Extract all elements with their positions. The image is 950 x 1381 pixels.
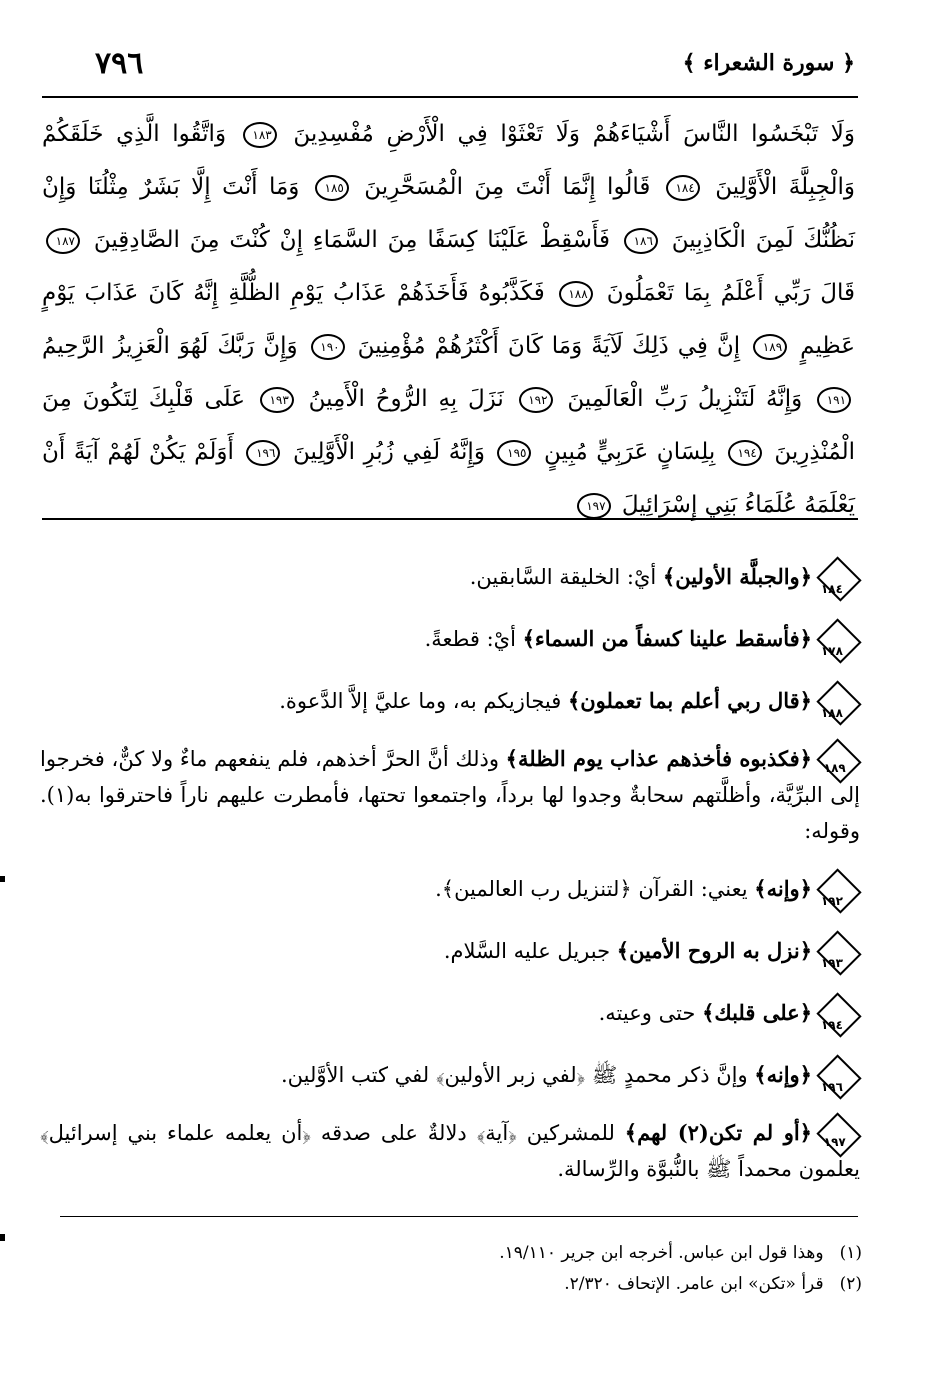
verse-number-marker: ١٩٥ bbox=[497, 440, 531, 466]
verse-number-badge bbox=[816, 930, 861, 975]
verse-text: وَلَا تَبْخَسُوا النَّاسَ أَشْيَاءَهُمْ وَلَا تَعْثَوْا فِي الْأَرْضِ مُفْسِدِينَ bbox=[293, 121, 856, 147]
explanation-text: حتى وعيته. bbox=[598, 1001, 703, 1025]
verse-text: فَأَسْقِطْ عَلَيْنَا كِسَفًا مِنَ السَّمَاءِ إِنْ كُنْتَ مِنَ الصَّادِقِينَ bbox=[93, 227, 611, 253]
verse-number-text: ١٧٨ bbox=[820, 643, 843, 658]
page-header bbox=[95, 38, 855, 88]
commentary-entry bbox=[40, 1053, 860, 1097]
verse-number-marker: ١٨٩ bbox=[753, 334, 787, 360]
verse-number-marker: ١٩١ bbox=[817, 387, 851, 413]
quran-separator-rule bbox=[42, 518, 858, 520]
verse-text: أَوَلَمْ يَكُنْ لَهُمْ آيَةً أَنْ يَعْلَمَهُ عُلَمَاءُ بَنِي إِسْرَائِيلَ bbox=[42, 439, 855, 518]
verse-number-badge bbox=[816, 992, 861, 1037]
scan-mark bbox=[0, 876, 5, 882]
verse-number-badge bbox=[816, 618, 861, 663]
explanation-text: فيجازيكم به، وما عليَّ إلاَّ الدَّعوة. bbox=[279, 689, 568, 713]
explanation-text: وإنَّ ذكر محمدٍ ﷺ ﴿لفي زبر الأولين﴾ لفي كتب الأوَّلين. bbox=[281, 1063, 755, 1087]
verse-number-marker: ١٨٤ bbox=[666, 175, 700, 201]
explanation-text: أيْ: الخليقة السَّابقين. bbox=[469, 565, 663, 589]
verse-number-badge bbox=[816, 868, 861, 913]
verse-number-marker: ١٩٠ bbox=[311, 334, 345, 360]
quoted-term: ﴿قال ربي أعلم بما تعملون﴾ bbox=[567, 688, 812, 713]
verse-number-marker: ١٨٥ bbox=[315, 175, 349, 201]
verse-text: عَلَى قَلْبِكَ لِتَكُونَ مِنَ الْمُنْذِرِينَ bbox=[42, 386, 856, 465]
verse-number-marker: ١٩٧ bbox=[577, 493, 611, 519]
quoted-term: ﴿أو لم تكن(٢) لهم﴾ bbox=[624, 1120, 812, 1145]
commentary-entry bbox=[40, 741, 860, 849]
verse-number-marker: ١٨٧ bbox=[46, 228, 80, 254]
commentary-block bbox=[40, 555, 860, 1205]
footnote-number: (١) bbox=[839, 1243, 862, 1263]
footnotes-block bbox=[60, 1238, 862, 1300]
footnote bbox=[60, 1269, 862, 1300]
verse-number-marker: ١٩٤ bbox=[728, 440, 762, 466]
commentary-entry bbox=[40, 679, 860, 723]
quran-text-block bbox=[42, 108, 855, 532]
quoted-term: ﴿وإنه﴾ bbox=[754, 1062, 812, 1087]
verse-text: وَمَا أَنْتَ إِلَّا بَشَرٌ مِثْلُنَا وَإِنْ نَظُنُّكَ لَمِنَ الْكَاذِبِينَ bbox=[42, 174, 856, 253]
verse-text: وَاتَّقُوا الَّذِي خَلَقَكُمْ وَالْجِبِلَّةَ الْأَوَّلِينَ bbox=[42, 121, 856, 200]
explanation-text: يعني: القرآن ﴿لتنزيل رب العالمين﴾. bbox=[435, 877, 755, 901]
footnote-text: وهذا قول ابن عباس. أخرجه ابن جرير ١٩/١١٠. bbox=[499, 1243, 824, 1263]
commentary-entry bbox=[40, 1115, 860, 1187]
verse-text: نَزَلَ بِهِ الرُّوحُ الْأَمِينُ bbox=[308, 386, 504, 412]
verse-number-badge bbox=[816, 1054, 861, 1099]
verse-number-text: ١٨٤ bbox=[820, 581, 843, 596]
verse-text: إِنَّ فِي ذَلِكَ لَآيَةً وَمَا كَانَ أَكْثَرُهُمْ مُؤْمِنِينَ bbox=[357, 333, 741, 359]
verse-number-badge bbox=[816, 680, 861, 725]
explanation-text: للمشركين ﴿آية﴾ دلالةٌ على صدقه ﴿أن يعلمه علماء بني إسرائيل﴾ يعلمون محمداً ﷺ بالنُّبوَّة والرِّسالة. bbox=[40, 1121, 860, 1181]
verse-number-text: ١٩٢ bbox=[820, 893, 843, 908]
footnote-number: (٢) bbox=[839, 1274, 862, 1294]
explanation-text: أيْ: قطعةً. bbox=[424, 627, 523, 651]
verse-text: وَإِنَّ رَبَّكَ لَهُوَ الْعَزِيزُ الرَّحِيمُ bbox=[42, 333, 298, 359]
verse-number-badge bbox=[816, 556, 861, 601]
explanation-text: وذلك أنَّ الحرَّ أخذهم، فلم ينفعهم ماءٌ ولا كنٌّ، فخرجوا إلى البرِّيَّة، وأظلَّتهم سحابةٌ وجدوا لها برداً، واجتمعوا تحتها، فأمطرت عليهم ناراً فاحترقوا به(١). وقوله: bbox=[40, 747, 860, 843]
verse-text: وَإِنَّهُ لَتَنْزِيلُ رَبِّ الْعَالَمِينَ bbox=[567, 386, 803, 412]
quoted-term: ﴿على قلبك﴾ bbox=[702, 1000, 812, 1025]
verse-number-text: ١٩٧ bbox=[823, 1134, 846, 1149]
commentary-entry bbox=[40, 991, 860, 1035]
verse-number-text: ١٩٦ bbox=[820, 1079, 843, 1094]
verse-number-badge bbox=[816, 738, 861, 783]
footnote-rule bbox=[60, 1216, 858, 1217]
quoted-term: ﴿فأسقط علينا كسفاً من السماء﴾ bbox=[522, 626, 812, 651]
header-rule bbox=[42, 96, 858, 98]
commentary-entry bbox=[40, 867, 860, 911]
footnote bbox=[60, 1238, 862, 1269]
verse-number-marker: ١٩٦ bbox=[246, 440, 280, 466]
scan-mark bbox=[0, 1234, 5, 1241]
surah-title: ﴿ سورة الشعراء ﴾ bbox=[682, 50, 855, 76]
commentary-entry bbox=[40, 617, 860, 661]
page-number: ٧٩٦ bbox=[95, 45, 144, 81]
explanation-text: جبريل عليه السَّلام. bbox=[443, 939, 617, 963]
verse-text: وَإِنَّهُ لَفِي زُبُرِ الْأَوَّلِينَ bbox=[293, 439, 485, 465]
verse-number-marker: ١٩٣ bbox=[260, 387, 294, 413]
verse-number-marker: ١٨٦ bbox=[624, 228, 658, 254]
verse-number-text: ١٩٣ bbox=[820, 955, 843, 970]
commentary-entry bbox=[40, 555, 860, 599]
commentary-entry bbox=[40, 929, 860, 973]
verse-number-marker: ١٩٢ bbox=[519, 387, 553, 413]
verse-number-text: ١٩٤ bbox=[820, 1017, 843, 1032]
quoted-term: ﴿والجبلَّة الأولين﴾ bbox=[662, 564, 812, 589]
verse-text: بِلِسَانٍ عَرَبِيٍّ مُبِينٍ bbox=[544, 439, 716, 465]
verse-number-text: ١٨٨ bbox=[820, 705, 843, 720]
verse-number-marker: ١٨٨ bbox=[559, 281, 593, 307]
verse-number-badge bbox=[816, 1112, 861, 1157]
quoted-term: ﴿وإنه﴾ bbox=[754, 876, 812, 901]
footnote-text: قرأ «تكن» ابن عامر. الإتحاف ٢/٣٢٠. bbox=[564, 1274, 824, 1294]
verse-text: قَالُوا إِنَّمَا أَنْتَ مِنَ الْمُسَحَّرِينَ bbox=[364, 174, 651, 200]
verse-number-marker: ١٨٣ bbox=[243, 122, 277, 148]
verse-number-text: ١٨٩ bbox=[823, 760, 846, 775]
verse-text: قَالَ رَبِّي أَعْلَمُ بِمَا تَعْمَلُونَ bbox=[606, 280, 855, 306]
verse-text: فَكَذَّبُوهُ فَأَخَذَهُمْ عَذَابُ يَوْمِ الظُّلَّةِ إِنَّهُ كَانَ عَذَابَ يَوْمٍ عَظِيمٍ bbox=[42, 280, 855, 359]
quoted-term: ﴿نزل به الروح الأمين﴾ bbox=[616, 938, 812, 963]
quoted-term: ﴿فكذبوه فأخذهم عذاب يوم الظلة﴾ bbox=[505, 746, 812, 771]
